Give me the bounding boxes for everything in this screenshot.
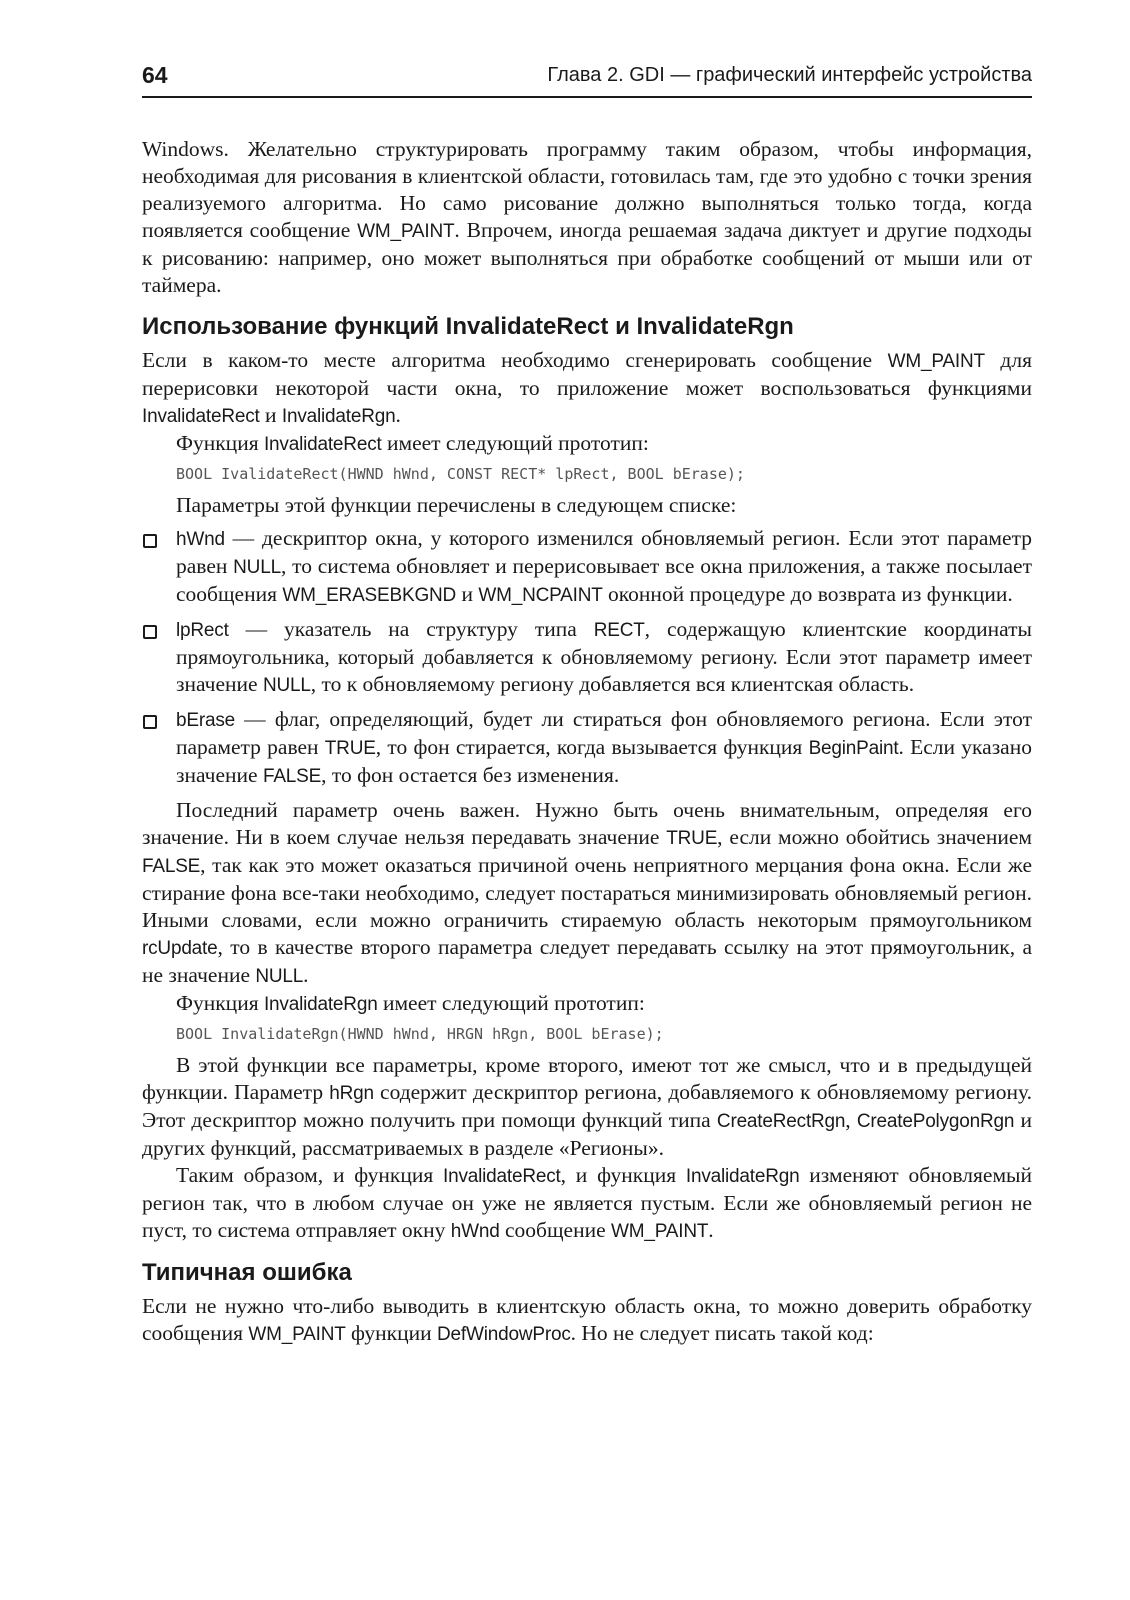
paragraph: Windows. Желательно структурировать программу таким образом, чтобы информация, необходимая для рисования в клиентской области, готовилась там, где это удобно с точки зрения реализуемого алгоритма. Но само рисование должно выполняться только тогда, когда появляется сообщение WM_PAINT. Впрочем, иногда решаемая задача диктует и другие подходы к рисованию: например, оно может выполняться при обработке сообщений от мыши или от таймера. xyxy=(142,137,1032,297)
page-body xyxy=(142,136,1032,1348)
code-term: WM_NCPAINT xyxy=(478,585,603,606)
paragraph: Параметры этой функции перечислены в следующем списке: xyxy=(176,493,737,517)
code-term: bErase xyxy=(176,710,236,731)
section-heading: Использование функций InvalidateRect и InvalidateRgn xyxy=(142,313,794,340)
code-term: hWnd xyxy=(176,529,225,550)
section-heading: Типичная ошибка xyxy=(142,1259,352,1286)
checkbox-bullet-icon xyxy=(143,715,157,729)
checkbox-bullet-icon xyxy=(143,625,157,639)
code-term: InvalidateRgn xyxy=(263,994,378,1015)
paragraph: Таким образом, и функция InvalidateRect, и функция InvalidateRgn изменяют обновляемый регион так, что в любом случае он уже не является пустым. Если же обновляемый регион не пуст, то система отправляет окну hWnd сообщение WM_PAINT. xyxy=(142,1163,1032,1242)
code-term: DefWindowProc xyxy=(437,1324,571,1345)
code-term: WM_PAINT xyxy=(357,221,455,242)
code-term: InvalidateRect xyxy=(263,434,382,455)
code-term: lpRect xyxy=(176,620,229,641)
code-term: WM_PAINT xyxy=(611,1221,709,1242)
parameter-list xyxy=(142,525,1032,790)
code-term: TRUE xyxy=(666,828,718,849)
running-title: Глава 2. GDI — графический интерфейс устройства xyxy=(547,64,1032,86)
code-term: NULL xyxy=(255,966,304,987)
code-prototype: BOOL IvalidateRect(HWND hWnd, CONST RECT* lpRect, BOOL bErase); xyxy=(176,465,745,483)
paragraph: Функция InvalidateRgn имеет следующий прототип: xyxy=(176,991,645,1015)
code-term: WM_PAINT xyxy=(248,1324,346,1345)
paragraph: Функция InvalidateRect имеет следующий прототип: xyxy=(176,431,649,455)
code-term: InvalidateRgn xyxy=(685,1166,800,1187)
paragraph: В этой функции все параметры, кроме второго, имеют тот же смысл, что и в предыдущей функции. Параметр hRgn содержит дескриптор региона, добавляемого к обновляемому региону. Этот дескриптор можно получить при помощи функций типа CreateRectRgn, CreatePolygonRgn и других функций, рассматриваемых в разделе «Регионы». xyxy=(142,1053,1032,1160)
paragraph: Если в каком-то месте алгоритма необходимо сгенерировать сообщение WM_PAINT для перерисовки некоторой части окна, то приложение может воспользоваться функциями InvalidateRect и InvalidateRgn. xyxy=(142,348,1032,427)
code-term: WM_PAINT xyxy=(887,351,985,372)
code-term: CreatePolygonRgn xyxy=(856,1111,1015,1132)
code-term: BeginPaint xyxy=(808,738,899,759)
code-term: InvalidateRgn xyxy=(281,406,396,427)
paragraph: Последний параметр очень важен. Нужно быть очень внимательным, определяя его значение. Ни в коем случае нельзя передавать значение TRUE, если можно обойтись значением FALSE, так как это может оказаться причиной очень неприятного мерцания фона окна. Если же стирание фона все-таки необходимо, следует постараться минимизировать обновляемый регион. Иными словами, если можно ограничить стираемую область некоторым прямоугольником rcUpdate, то в качестве второго параметра следует передавать ссылку на этот прямоугольник, а не значение NULL. xyxy=(142,798,1032,987)
code-term: RECT xyxy=(593,620,645,641)
code-prototype: BOOL InvalidateRgn(HWND hWnd, HRGN hRgn, BOOL bErase); xyxy=(176,1025,664,1043)
paragraph: Если не нужно что-либо выводить в клиентскую область окна, то можно доверить обработку сообщения WM_PAINT функции DefWindowProc. Но не следует писать такой код: xyxy=(142,1294,1032,1345)
code-term: InvalidateRect xyxy=(443,1166,561,1187)
code-term: FALSE xyxy=(142,856,201,877)
page-number: 64 xyxy=(142,62,168,88)
code-term: NULL xyxy=(262,675,311,696)
code-term: WM_ERASEBKGND xyxy=(282,585,457,606)
list-item: hWnd — дескриптор окна, у которого изменился обновляемый регион. Если этот параметр равен NULL, то система обновляет и перерисовывает все окна приложения, а также посылает сообщения WM_ERASEBKGND и WM_NCPAINT оконной процедуре до возврата из функции. xyxy=(142,525,1032,609)
code-term: TRUE xyxy=(324,738,376,759)
list-item: bErase — флаг, определяющий, будет ли стираться фон обновляемого региона. Если этот параметр равен TRUE, то фон стирается, когда вызывается функция BeginPaint. Если указано значение FALSE, то фон остается без изменения. xyxy=(142,706,1032,790)
code-term: hWnd xyxy=(450,1221,500,1242)
code-term: FALSE xyxy=(262,766,322,787)
code-term: NULL xyxy=(233,557,281,578)
code-term: InvalidateRect xyxy=(142,406,260,427)
code-term: hRgn xyxy=(329,1083,374,1104)
page-header xyxy=(142,62,1032,98)
checkbox-bullet-icon xyxy=(143,534,157,548)
code-term: CreateRectRgn xyxy=(716,1111,846,1132)
list-item: lpRect — указатель на структуру типа RECT, содержащую клиентские координаты прямоугольника, который добавляется к обновляемому региону. Если этот параметр имеет значение NULL, то к обновляемому региону добавляется вся клиентская область. xyxy=(142,616,1032,699)
code-term: rcUpdate xyxy=(142,938,218,959)
